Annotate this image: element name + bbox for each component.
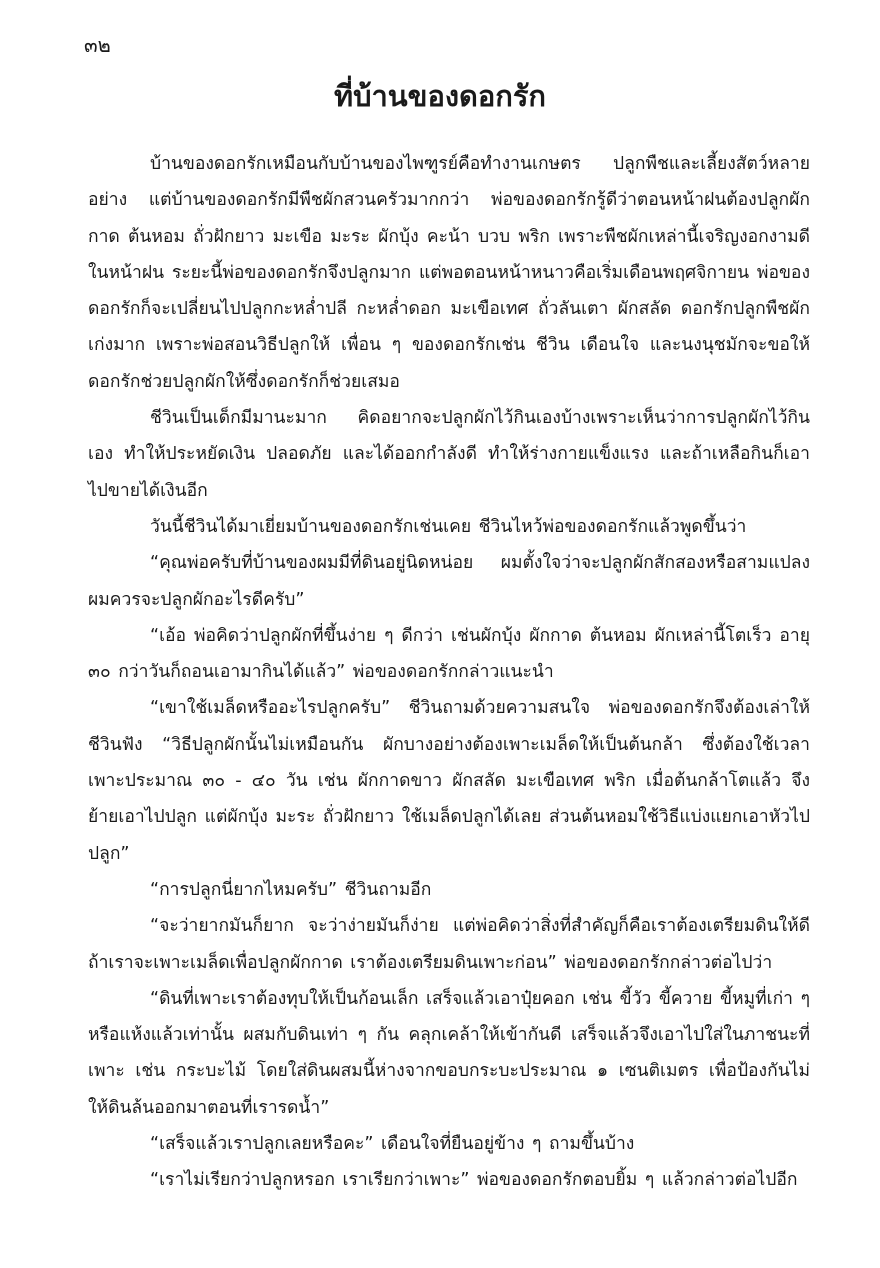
paragraph: “เสร็จแล้วเราปลูกเลยหรือคะ” เดือนใจที่ยืนอยู่ข้าง ๆ ถามขึ้นบ้าง xyxy=(150,1134,635,1155)
paragraph: “การปลูกนี่ยากไหมครับ” ชีวินถามอีก xyxy=(150,879,432,900)
paragraph: “เขาใช้เมล็ดหรืออะไรปลูกครับ” ชีวินถามด้วยความสนใจ พ่อของดอกรักจึงต้องเล่าให้ชีวินฟัง “วิธีปลูกผักนั้นไม่เหมือนกัน ผักบางอย่างต้องเพาะเมล็ดให้เป็นต้นกล้า ซึ่งต้องใช้เวลาเพาะประมาณ ๓๐ - ๔๐ วัน เช่น ผักกาดขาว ผักสลัด มะเขือเทศ พริก เมื่อต้นกล้าโตแล้ว จึงย้ายเอาไปปลูก แต่ผักบุ้ง มะระ ถั่วฝักยาว ใช้เมล็ดปลูกได้เลย ส่วนต้นหอมใช้วิธีแบ่งแยกเอาหัวไปปลูก” xyxy=(88,698,810,864)
paragraph: “ดินที่เพาะเราต้องทุบให้เป็นก้อนเล็ก เสร็จแล้วเอาปุ๋ยคอก เช่น ขี้วัว ขี้ควาย ขี้หมูที่เก่า ๆ หรือแห้งแล้วเท่านั้น ผสมกับดินเท่า ๆ กัน คลุกเคล้าให้เข้ากันดี เสร็จแล้วจึงเอาไปใส่ในภาชนะที่เพาะ เช่น กระบะไม้ โดยใส่ดินผสมนี้ห่างจากขอบกระบะประมาณ ๑ เซนติเมตร เพื่อป้องกันไม่ให้ดินล้นออกมาตอนที่เรารดน้ำ” xyxy=(88,988,810,1118)
paragraph: “เราไม่เรียกว่าปลูกหรอก เราเรียกว่าเพาะ” พ่อของดอกรักตอบยิ้ม ๆ แล้วกล่าวต่อไปอีก xyxy=(150,1170,798,1191)
paragraph: ชีวินเป็นเด็กมีมานะมาก คิดอยากจะปลูกผักไว้กินเองบ้างเพราะเห็นว่าการปลูกผักไว้กินเอง ทำให้ประหยัดเงิน ปลอดภัย และได้ออกกำลังดี ทำให้ร่างกายแข็งแรง และถ้าเหลือกินก็เอาไปขายได้เงินอีก xyxy=(88,408,810,501)
body-text xyxy=(88,146,810,1199)
paragraph: “จะว่ายากมันก็ยาก จะว่าง่ายมันก็ง่าย แต่พ่อคิดว่าสิ่งที่สำคัญก็คือเราต้องเตรียมดินให้ดี ถ้าเราจะเพาะเมล็ดเพื่อปลูกผักกาด เราต้องเตรียมดินเพาะก่อน” พ่อของดอกรักกล่าวต่อไปว่า xyxy=(88,916,810,973)
page-number: ๓๒ xyxy=(84,33,111,57)
paragraph: “เอ้อ พ่อคิดว่าปลูกผักที่ขึ้นง่าย ๆ ดีกว่า เช่นผักบุ้ง ผักกาด ต้นหอม ผักเหล่านี้โตเร็ว อายุ ๓๐ กว่าวันก็ถอนเอามากินได้แล้ว” พ่อของดอกรักกล่าวแนะนำ xyxy=(88,625,810,683)
paragraph: “คุณพ่อครับที่บ้านของผมมีที่ดินอยู่นิดหน่อย ผมตั้งใจว่าจะปลูกผักสักสองหรือสามแปลง ผมควรจะปลูกผักอะไรดีครับ” xyxy=(88,553,810,610)
page-title: ที่บ้านของดอกรัก xyxy=(334,79,546,113)
paragraph: บ้านของดอกรักเหมือนกับบ้านของไพฑูรย์คือทำงานเกษตร ปลูกพืชและเลี้ยงสัตว์หลายอย่าง แต่บ้านของดอกรักมีพืชผักสวนครัวมากกว่า พ่อของดอกรักรู้ดีว่าตอนหน้าฝนต้องปลูกผักกาด ต้นหอม ถั่วฝักยาว มะเขือ มะระ ผักบุ้ง คะน้า บวบ พริก เพราะพืชผักเหล่านี้เจริญงอกงามดีในหน้าฝน ระยะนี้พ่อของดอกรักจึงปลูกมาก แต่พอตอนหน้าหนาวคือเริ่มเดือนพฤศจิกายน พ่อของดอกรักก็จะเปลี่ยนไปปลูกกะหล่ำปลี กะหล่ำดอก มะเขือเทศ ถั่วลันเตา ผักสลัด ดอกรักปลูกพืชผักเก่งมาก เพราะพ่อสอนวิธีปลูกให้ เพื่อน ๆ ของดอกรักเช่น ชีวิน เดือนใจ และนงนุชมักจะขอให้ดอกรักช่วยปลูกผักให้ซึ่งดอกรักก็ช่วยเสมอ xyxy=(88,154,810,392)
paragraph: วันนี้ชีวินได้มาเยี่ยมบ้านของดอกรักเช่นเคย ชีวินไหว้พ่อของดอกรักแล้วพูดขึ้นว่า xyxy=(150,516,747,537)
